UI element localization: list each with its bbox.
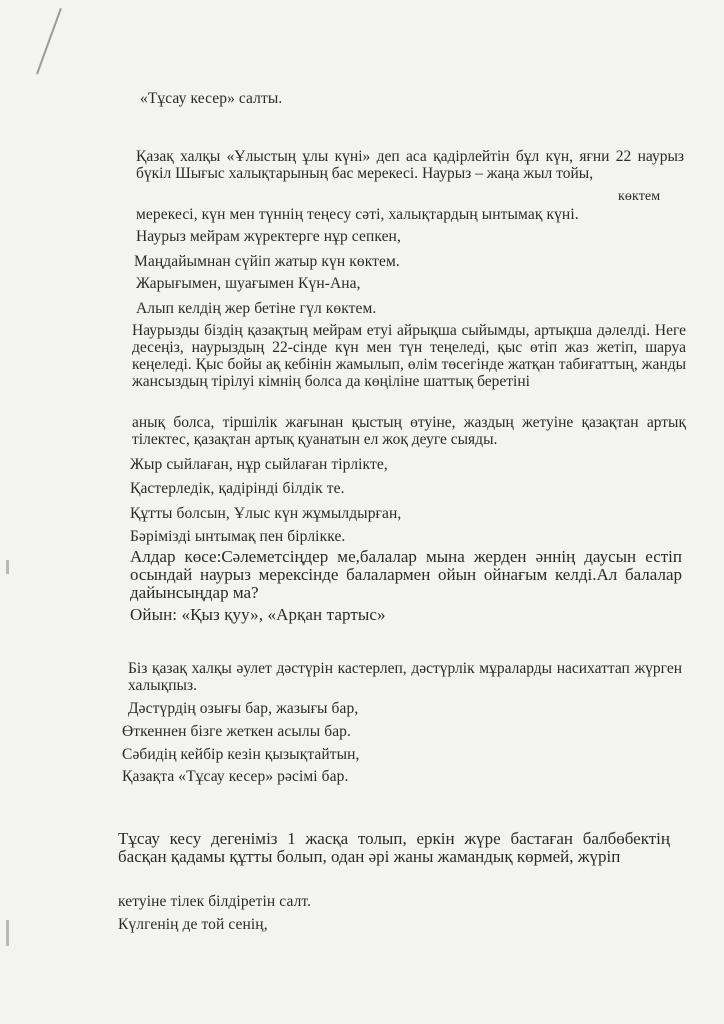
scan-edge-mark [6,560,9,574]
document-title: «Тұсау кесер» салты. [140,90,283,107]
paragraph-5-continuation: кетуіне тілек білдіретін салт. [118,893,312,910]
paragraph-1: Қазақ халқы «Ұлыстың ұлы күні» деп аса қадірлейтін бұл күн, яғни 22 наурыз бүкіл Шығыс халықтарының бас мерекесі. Наурыз – жаңа жыл тойы, [136,148,684,182]
game-line: Ойын: «Қыз қуу», «Арқан тартыс» [130,605,386,624]
last-line: Күлгенің де той сенің, [118,916,268,933]
poem-1-line: Маңдайымнан сүйіп жатыр күн көктем. [134,253,400,270]
scan-corner-mark [36,8,62,74]
paragraph-2: Наурызды біздің қазақтың мейрам етуі айрықша сыйымды, артықша дәлелді. Неге десеңіз, наурыздың 22-сінде күн мен түн теңеледі, қыс өтіп жаз жетіп, шаруа кеңеледі. Қыс бойы ақ кебінін жамылып, өлім төсегінде жатқан табиғаттың, жанды жансыздың тірілуі кімнің болса да көңіліне шаттық беретіні [132,322,686,390]
poem-2-line: Жыр сыйлаған, нұр сыйлаған тірлікте, [130,456,388,473]
poem-1-line: Алып келдің жер бетіне гүл көктем. [136,300,377,317]
poem-2-line: Бәрімізді ынтымақ пен бірлікке. [130,528,346,545]
paragraph-3: Алдар көсе:Сәлеметсіңдер ме,балалар мына жерден әннің даусын естіп осындай наурыз мерексінде балалармен ойын ойнағым келді.Ал балалар дайынсыңдар ма? [130,547,682,602]
scan-edge-mark [6,920,9,946]
paragraph-5: Тұсау кесу дегеніміз 1 жасқа толып, еркін жүре бастаған балбөбектің басқан қадамы құтты болып, одан әрі жаны жамандық көрмей, жүріп [118,829,670,866]
poem-2-line: Қастерледік, қадірінді білдік те. [130,480,345,497]
paragraph-4: Біз қазақ халқы әулет дәстүрін кастерлеп, дәстүрлік мұраларды насихаттап жүрген халықпыз. [128,660,682,694]
poem-3-line: Дәстүрдің озығы бар, жазығы бар, [128,700,359,717]
poem-2-line: Құтты болсын, Ұлыс күн жұмылдырған, [130,505,402,522]
paragraph-1-side-word: көктем [618,189,661,204]
poem-3-line: Сәбидің кейбір кезін қызықтайтын, [122,746,360,763]
poem-1-line: Наурыз мейрам жүректерге нұр сепкен, [136,228,401,245]
poem-1-line: Жарығымен, шуағымен Күн-Ана, [136,275,361,292]
poem-3-line: Өткеннен бізге жеткен асылы бар. [122,723,351,740]
paragraph-2-continuation: анық болса, тіршілік жағынан қыстың өтуіне, жаздың жетуіне қазақтан артық тілектес, қазақтан артық қуанатын ел жоқ деуге сыяды. [132,414,686,448]
poem-3-line: Қазақта «Тұсау кесер» рәсімі бар. [122,768,349,785]
paragraph-1-continuation: мерекесі, күн мен түннің теңесу сәті, халықтардың ынтымақ күні. [136,206,579,223]
